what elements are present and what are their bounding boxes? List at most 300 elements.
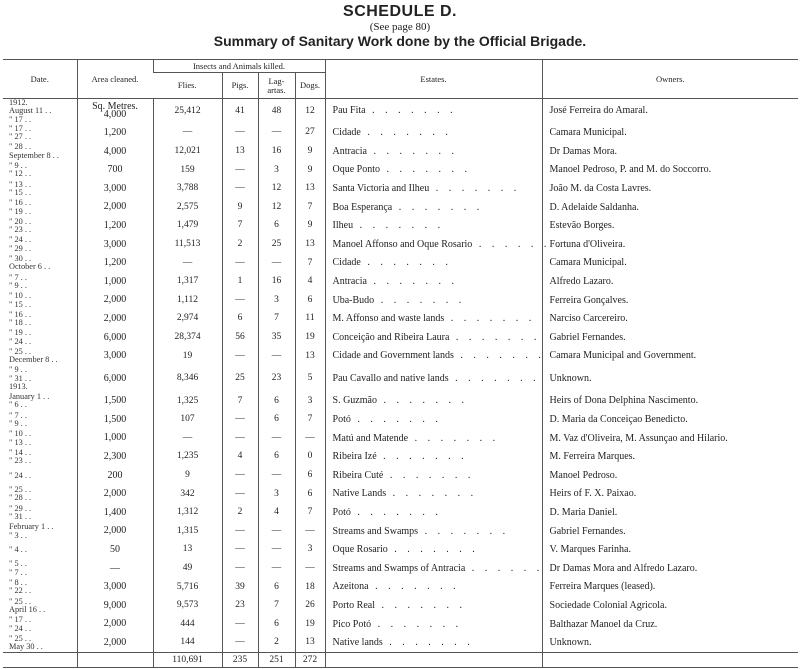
pigs-cell [222,254,258,273]
estate-cell-text: S. Guzmão [332,395,377,407]
date-cell [3,366,77,393]
lagartas-cell-text: 4 [274,507,279,518]
pigs-cell [222,99,258,124]
leader-dots: . . . . . . . [365,105,457,117]
area-cell-text: 2,000 [103,525,127,537]
leader-dots: . . . . . . . [374,294,466,306]
owner-cell-text: M. Vaz d'Oliveira, M. Assunçao and Hilario. [549,432,728,444]
estate-cell [325,559,557,578]
dogs-cell-text: — [305,525,315,536]
area-cell-text: 1,200 [103,257,127,269]
flies-cell [153,448,222,467]
date-cell-text: " 16 . . " 18 . . [9,309,32,328]
col-header-area: Area cleaned. [77,60,153,99]
owner-cell [542,466,798,485]
estate-cell-text: Ribeira Izé [332,451,377,463]
pigs-cell-text: — [235,618,245,629]
pigs-cell [222,541,258,560]
area-cell-text: 3,000 [103,182,127,194]
estate-cell [325,578,542,597]
leader-dots: . . . . . . . [387,544,479,556]
table-caption: Summary of Sanitary Work done by the Official Brigade. [213,33,587,49]
leader-dots: . . . . . . . [350,506,442,518]
flies-cell [153,180,222,199]
table-row [3,180,798,199]
dogs-cell-text: — [305,563,315,573]
flies-cell-text: 5,716 [176,581,199,592]
table-row [3,217,798,236]
table-row [3,559,798,578]
estate-cell [325,615,542,634]
col-header-owners: Owners. [542,60,798,99]
lagartas-cell-text: 7 [274,600,279,611]
sanitary-work-table [3,59,798,668]
dogs-cell [295,99,325,124]
area-cell [77,392,153,411]
area-cell [77,522,153,541]
pigs-cell-text: 4 [237,451,243,462]
flies-cell-text: 9,573 [176,600,199,611]
pigs-cell-text: — [235,488,245,499]
estate-cell [325,411,542,430]
owner-cell-text: Heirs of F. X. Paixao. [549,488,637,500]
leader-dots: . . . . . . . [392,201,484,213]
owner-cell [542,615,798,634]
leader-dots: . . . . . . . [444,313,536,325]
flies-cell-text: 13 [182,544,193,555]
total-dogs: 272 [295,653,325,668]
dogs-cell-text: 18 [305,581,315,592]
flies-cell-text: 159 [180,164,195,175]
date-cell [3,559,77,578]
area-cell-text: 2,000 [103,618,127,630]
owner-cell [542,578,798,597]
owner-cell-text: Gabriel Fernandes. [549,525,626,537]
area-cell-text: Sq. Metres. 4,000 [92,101,138,121]
lagartas-cell-text: 6 [274,618,279,629]
area-cell [77,578,153,597]
lagartas-cell-text: — [271,257,282,268]
date-cell [3,411,77,430]
owner-cell [542,235,798,254]
lagartas-cell [258,578,295,597]
dogs-cell [295,541,325,560]
leader-dots: . . . . . . . [366,275,458,287]
pigs-cell [222,448,258,467]
table-row [3,411,798,430]
estate-cell [325,634,542,653]
leader-dots: . . . . . . . [375,599,467,611]
date-cell [3,254,77,273]
pigs-cell-text: 2 [237,239,243,249]
pigs-cell-text: — [235,127,245,138]
area-cell-text: 3,000 [103,581,127,593]
owner-cell-text: Ferreira Gonçalves. [549,294,629,306]
date-cell-text: " 17 . . " 24 . . [9,615,32,633]
lagartas-cell [258,466,295,485]
dogs-cell-text: 3 [307,544,313,555]
area-cell [77,328,153,347]
lagartas-cell-text: — [271,470,282,481]
pigs-cell [222,124,258,143]
table-body [3,99,798,653]
pigs-cell [222,161,258,180]
pigs-cell-text: 13 [235,146,245,157]
pigs-cell [222,615,258,634]
leader-dots: . . . . . . . [465,562,557,574]
lagartas-cell [258,504,295,523]
dogs-cell [295,161,325,180]
dogs-cell [295,522,325,541]
date-cell-text: " 14 . . " 23 . . [9,447,32,466]
table-row [3,522,798,541]
flies-cell [153,328,222,347]
date-cell [3,235,77,254]
estate-cell-text: Porto Real [332,599,376,611]
dogs-cell [295,273,325,292]
lagartas-cell-text: 6 [274,581,279,592]
lagartas-cell [258,291,295,310]
pigs-cell-text: 2 [237,507,243,518]
lagartas-cell-text: 2 [274,637,279,648]
estate-cell [325,504,542,523]
area-cell-text: 2,000 [103,636,127,648]
area-cell-text: 700 [107,164,123,176]
estate-cell-text: Pau Fita [332,105,366,117]
date-cell-text: " 10 . . " 13 . . [9,429,32,447]
dogs-cell-text: 26 [305,600,315,611]
leader-dots: . . . . . . . [368,581,460,593]
flies-cell [153,273,222,292]
flies-cell-text: 2,575 [176,201,199,212]
lagartas-cell-text: — [271,525,282,536]
lagartas-cell-text: 3 [274,294,279,305]
owner-cell [542,541,798,560]
flies-cell-text: 19 [182,350,193,361]
dogs-cell [295,142,325,161]
owner-cell-text: Dr Damas Mora and Alfredo Lazaro. [549,562,698,574]
table-row [3,142,798,161]
lagartas-cell-text: 48 [271,105,282,116]
area-cell [77,124,153,143]
date-cell [3,142,77,161]
lagartas-cell [258,448,295,467]
date-cell [3,217,77,236]
area-cell-text: 50 [110,544,120,555]
area-cell [77,466,153,485]
table-row [3,578,798,597]
leader-dots: . . . . . . . [448,372,540,384]
col-header-dogs: Dogs. [295,73,325,99]
table-row [3,235,798,254]
table-row [3,99,798,124]
pigs-cell [222,180,258,199]
table-row [3,392,798,411]
area-cell [77,235,153,254]
lagartas-cell [258,328,295,347]
area-cell-text: 6,000 [103,331,127,343]
lagartas-cell [258,522,295,541]
flies-cell [153,99,222,124]
pigs-cell [222,310,258,329]
dogs-cell [295,180,325,199]
date-cell-text: " 19 . . " 24 . . [9,328,32,346]
owner-cell-text: M. Ferreira Marques. [549,451,636,463]
lagartas-cell-text: 16 [271,146,282,157]
area-cell [77,161,153,180]
col-header-date: Date. [3,60,77,99]
dogs-cell-text: 6 [307,488,313,499]
lagartas-cell [258,310,295,329]
estate-cell [325,217,542,236]
pigs-cell [222,142,258,161]
owner-cell [542,559,798,578]
lagartas-cell-text: — [271,563,282,573]
pigs-cell [222,366,258,393]
flies-cell [153,504,222,523]
flies-cell-text: 9 [185,470,190,481]
date-cell-text: " 20 . . " 23 . . [9,216,32,235]
owner-cell-text: Alfredo Lazaro. [549,275,614,287]
area-cell-text: 2,000 [103,201,127,213]
table-row [3,504,798,523]
owner-cell-text: Sociedade Colonial Agricola. [549,599,667,611]
table-row [3,466,798,485]
area-cell-text: 200 [107,469,123,481]
date-cell [3,448,77,467]
dogs-cell [295,466,325,485]
lagartas-cell [258,198,295,217]
owner-cell [542,347,798,366]
area-cell-text: 9,000 [103,599,127,611]
area-cell [77,273,153,292]
owner-cell [542,634,798,653]
flies-cell-text: 2,974 [176,313,199,324]
owner-cell-text: Narciso Carcereiro. [549,313,628,325]
owner-cell [542,485,798,504]
dogs-cell-text: 13 [305,350,315,361]
lagartas-cell-text: 3 [274,164,279,175]
flies-cell [153,198,222,217]
estate-cell-text: Pau Cavallo and native lands [332,372,449,384]
flies-cell-text: 444 [180,618,195,629]
estate-cell-text: Santa Victoria and Ilheu [332,182,430,194]
owner-cell [542,522,798,541]
date-cell-text: " 29 . . " 31 . . [9,503,32,521]
table-row [3,273,798,292]
area-cell [77,485,153,504]
area-cell [77,198,153,217]
table-row [3,429,798,448]
table-row [3,485,798,504]
owner-cell-text: Unknown. [549,637,592,649]
flies-cell [153,411,222,430]
area-cell-text: 1,500 [103,413,127,425]
dogs-cell-text: 5 [307,373,313,384]
dogs-cell-text: 13 [305,637,315,648]
estate-cell-text: Native Lands [332,488,387,500]
estate-cell-text: Oque Rosario [332,544,388,556]
owner-cell-text: Estevão Borges. [549,220,615,232]
pigs-cell-text: 23 [235,600,245,611]
lagartas-cell-text: 35 [271,331,282,342]
table-row [3,541,798,560]
pigs-cell-text: — [235,183,245,194]
pigs-cell [222,559,258,578]
date-cell [3,634,77,653]
lagartas-cell-text: 25 [271,239,282,249]
dogs-cell [295,310,325,329]
flies-cell-text: 49 [182,563,193,573]
area-cell [77,429,153,448]
area-cell [77,99,153,124]
area-cell [77,180,153,199]
table-row [3,124,798,143]
total-flies: 110,691 [153,653,222,668]
owner-cell-text: D. Adelaide Saldanha. [549,201,639,213]
flies-cell-text: 11,513 [174,239,201,249]
pigs-cell [222,578,258,597]
dogs-cell-text: 9 [307,164,313,175]
estate-cell [325,254,542,273]
estate-cell-text: Streams and Swamps of Antracia [332,562,466,574]
dogs-cell-text: 13 [305,183,315,194]
flies-cell-text: 107 [180,414,195,425]
date-cell-text: " 17 . . " 27 . . [9,123,32,142]
dogs-cell-text: 9 [307,146,313,157]
area-cell [77,142,153,161]
dogs-cell [295,615,325,634]
dogs-cell [295,254,325,273]
pigs-cell-text: 6 [237,313,243,324]
estate-cell [325,448,542,467]
estate-cell [325,161,542,180]
owner-cell [542,310,798,329]
flies-cell [153,466,222,485]
estate-cell [325,466,542,485]
pigs-cell [222,198,258,217]
date-cell-text: " 8 . . " 22 . . [9,578,32,596]
owner-cell [542,161,798,180]
col-header-insects-group: Insects and Animals killed. [153,60,325,73]
leader-dots: . . . . . . . [380,164,472,176]
flies-cell [153,429,222,448]
pigs-cell-text: 39 [235,581,245,592]
estate-cell [325,99,542,124]
lagartas-cell [258,273,295,292]
date-cell [3,504,77,523]
date-cell-text: January 1 . . " 6 . . [9,392,50,410]
flies-cell-text: 1,479 [176,220,199,231]
flies-cell-text: 25,412 [174,105,201,116]
dogs-cell [295,559,325,578]
flies-cell-text: 1,112 [176,294,199,305]
pigs-cell [222,522,258,541]
dogs-cell-text: 6 [307,470,313,481]
lagartas-cell [258,180,295,199]
estate-cell-text: Antracia [332,145,367,157]
estate-cell-text: Cidade and Government lands [332,350,454,362]
estate-cell [325,328,542,347]
flies-cell [153,392,222,411]
leader-dots: . . . . . . . [382,637,474,649]
estate-cell-text: Boa Esperança [332,201,393,213]
owner-cell [542,291,798,310]
date-cell [3,291,77,310]
pigs-cell-text: — [235,470,245,481]
estate-cell-text: Oque Ponto [332,164,381,176]
lagartas-cell-text: 3 [274,488,279,499]
pigs-cell-text: 9 [237,201,243,212]
owner-cell-text: Manoel Pedroso. [549,469,618,481]
dogs-cell [295,597,325,616]
estate-cell [325,347,545,366]
lagartas-cell-text: — [271,544,282,555]
leader-dots: . . . . . . . [386,488,478,500]
date-cell [3,328,77,347]
owner-cell-text: Camara Municipal. [549,257,627,269]
date-cell-text: " 9 . . " 31 . . 1913. [9,365,32,391]
area-cell [77,559,153,578]
estate-cell-text: Uba-Budo [332,294,375,306]
lagartas-cell-text: — [271,432,282,443]
owner-cell-text: D. Maria Daniel. [549,506,618,518]
estate-cell [325,597,542,616]
date-cell [3,429,77,448]
estate-cell-text: Cidade [332,257,361,269]
leader-dots: . . . . . . . [376,395,468,407]
estate-cell [325,142,542,161]
flies-cell [153,291,222,310]
totals-row [3,653,798,668]
flies-cell [153,522,222,541]
flies-cell-text: 28,374 [174,331,201,342]
leader-dots: . . . . . . . [350,414,442,425]
area-cell-text: 3,000 [103,350,127,362]
lagartas-cell [258,392,295,411]
dogs-cell-text: 3 [307,395,313,406]
pigs-cell [222,466,258,485]
estate-cell-text: Ilheu [332,220,354,232]
owner-cell-text: Heirs of Dona Delphina Nascimento. [549,395,699,407]
owner-cell [542,180,798,199]
col-header-flies: Flies. [153,73,222,99]
owner-cell-text: D. Maria da Conceiçao Benedicto. [549,414,688,425]
estate-cell [325,522,542,541]
lagartas-cell [258,366,295,393]
estate-cell-text: M. Affonso and waste lands [332,313,445,325]
date-cell-text: " 9 . . " 12 . . [9,161,32,179]
table-row [3,310,798,329]
pigs-cell [222,429,258,448]
owner-cell [542,504,798,523]
estate-cell-text: Cidade [332,127,361,139]
lagartas-cell [258,411,295,430]
owner-cell-text: João M. da Costa Lavres. [549,182,652,194]
dogs-cell-text: 19 [305,331,315,342]
dogs-cell-text: 27 [305,127,315,138]
date-cell [3,124,77,143]
area-cell-text: 4,000 [103,145,127,157]
table-row [3,291,798,310]
date-cell [3,485,77,504]
estate-cell [325,485,542,504]
lagartas-cell [258,217,295,236]
estate-cell [325,180,542,199]
lagartas-cell [258,485,295,504]
dogs-cell-text: 7 [307,507,313,518]
pigs-cell-text: 41 [235,105,245,116]
